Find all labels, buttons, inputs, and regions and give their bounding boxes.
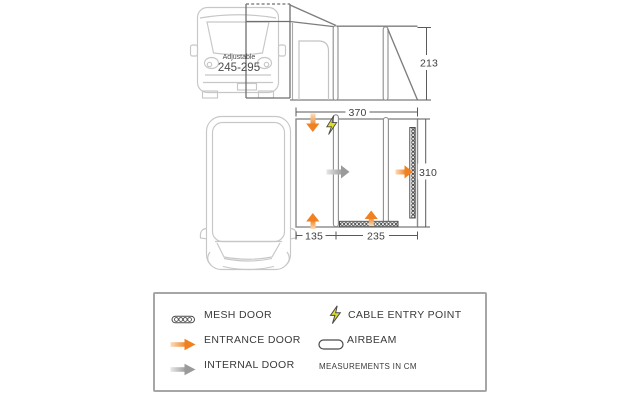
- dim-135-value: 135: [304, 230, 324, 243]
- airbeam-plan-rear: [383, 118, 388, 227]
- legend-entrance-door-label: ENTRANCE DOOR: [204, 334, 301, 346]
- adjustable-range-value: 245-295: [217, 62, 261, 74]
- legend-internal-door-label: INTERNAL DOOR: [204, 359, 295, 371]
- airbeam-side-front: [333, 26, 338, 100]
- lightning-bolt-icon: [329, 305, 342, 325]
- awning-side-view: [290, 5, 418, 100]
- side-door-outline: [299, 41, 329, 100]
- entrance-door-arrow-icon: [170, 338, 197, 351]
- dim-235-value: 235: [366, 230, 386, 243]
- mesh-door-strip-bottom: [340, 221, 399, 226]
- legend-airbeam-label: AIRBEAM: [347, 334, 397, 346]
- adjustable-label: Adjustable: [222, 54, 256, 61]
- dim-310-value: 310: [418, 167, 438, 180]
- internal-door-arrow-icon: [170, 363, 197, 376]
- legend-box: [153, 292, 487, 392]
- awning-plan-view: [296, 114, 418, 230]
- airbeam-side-rear: [383, 27, 388, 100]
- legend-cable-entry-label: CABLE ENTRY POINT: [348, 309, 462, 321]
- mesh-door-icon: [171, 315, 196, 324]
- airbeam-pill-icon: [318, 339, 344, 350]
- dim-370-value: 370: [348, 106, 367, 119]
- legend-mesh-door-label: MESH DOOR: [204, 309, 272, 321]
- legend-measurements-note: MEASUREMENTS IN CM: [319, 362, 417, 371]
- dim-213-value: 213: [419, 57, 439, 70]
- van-top-view: [200, 117, 296, 270]
